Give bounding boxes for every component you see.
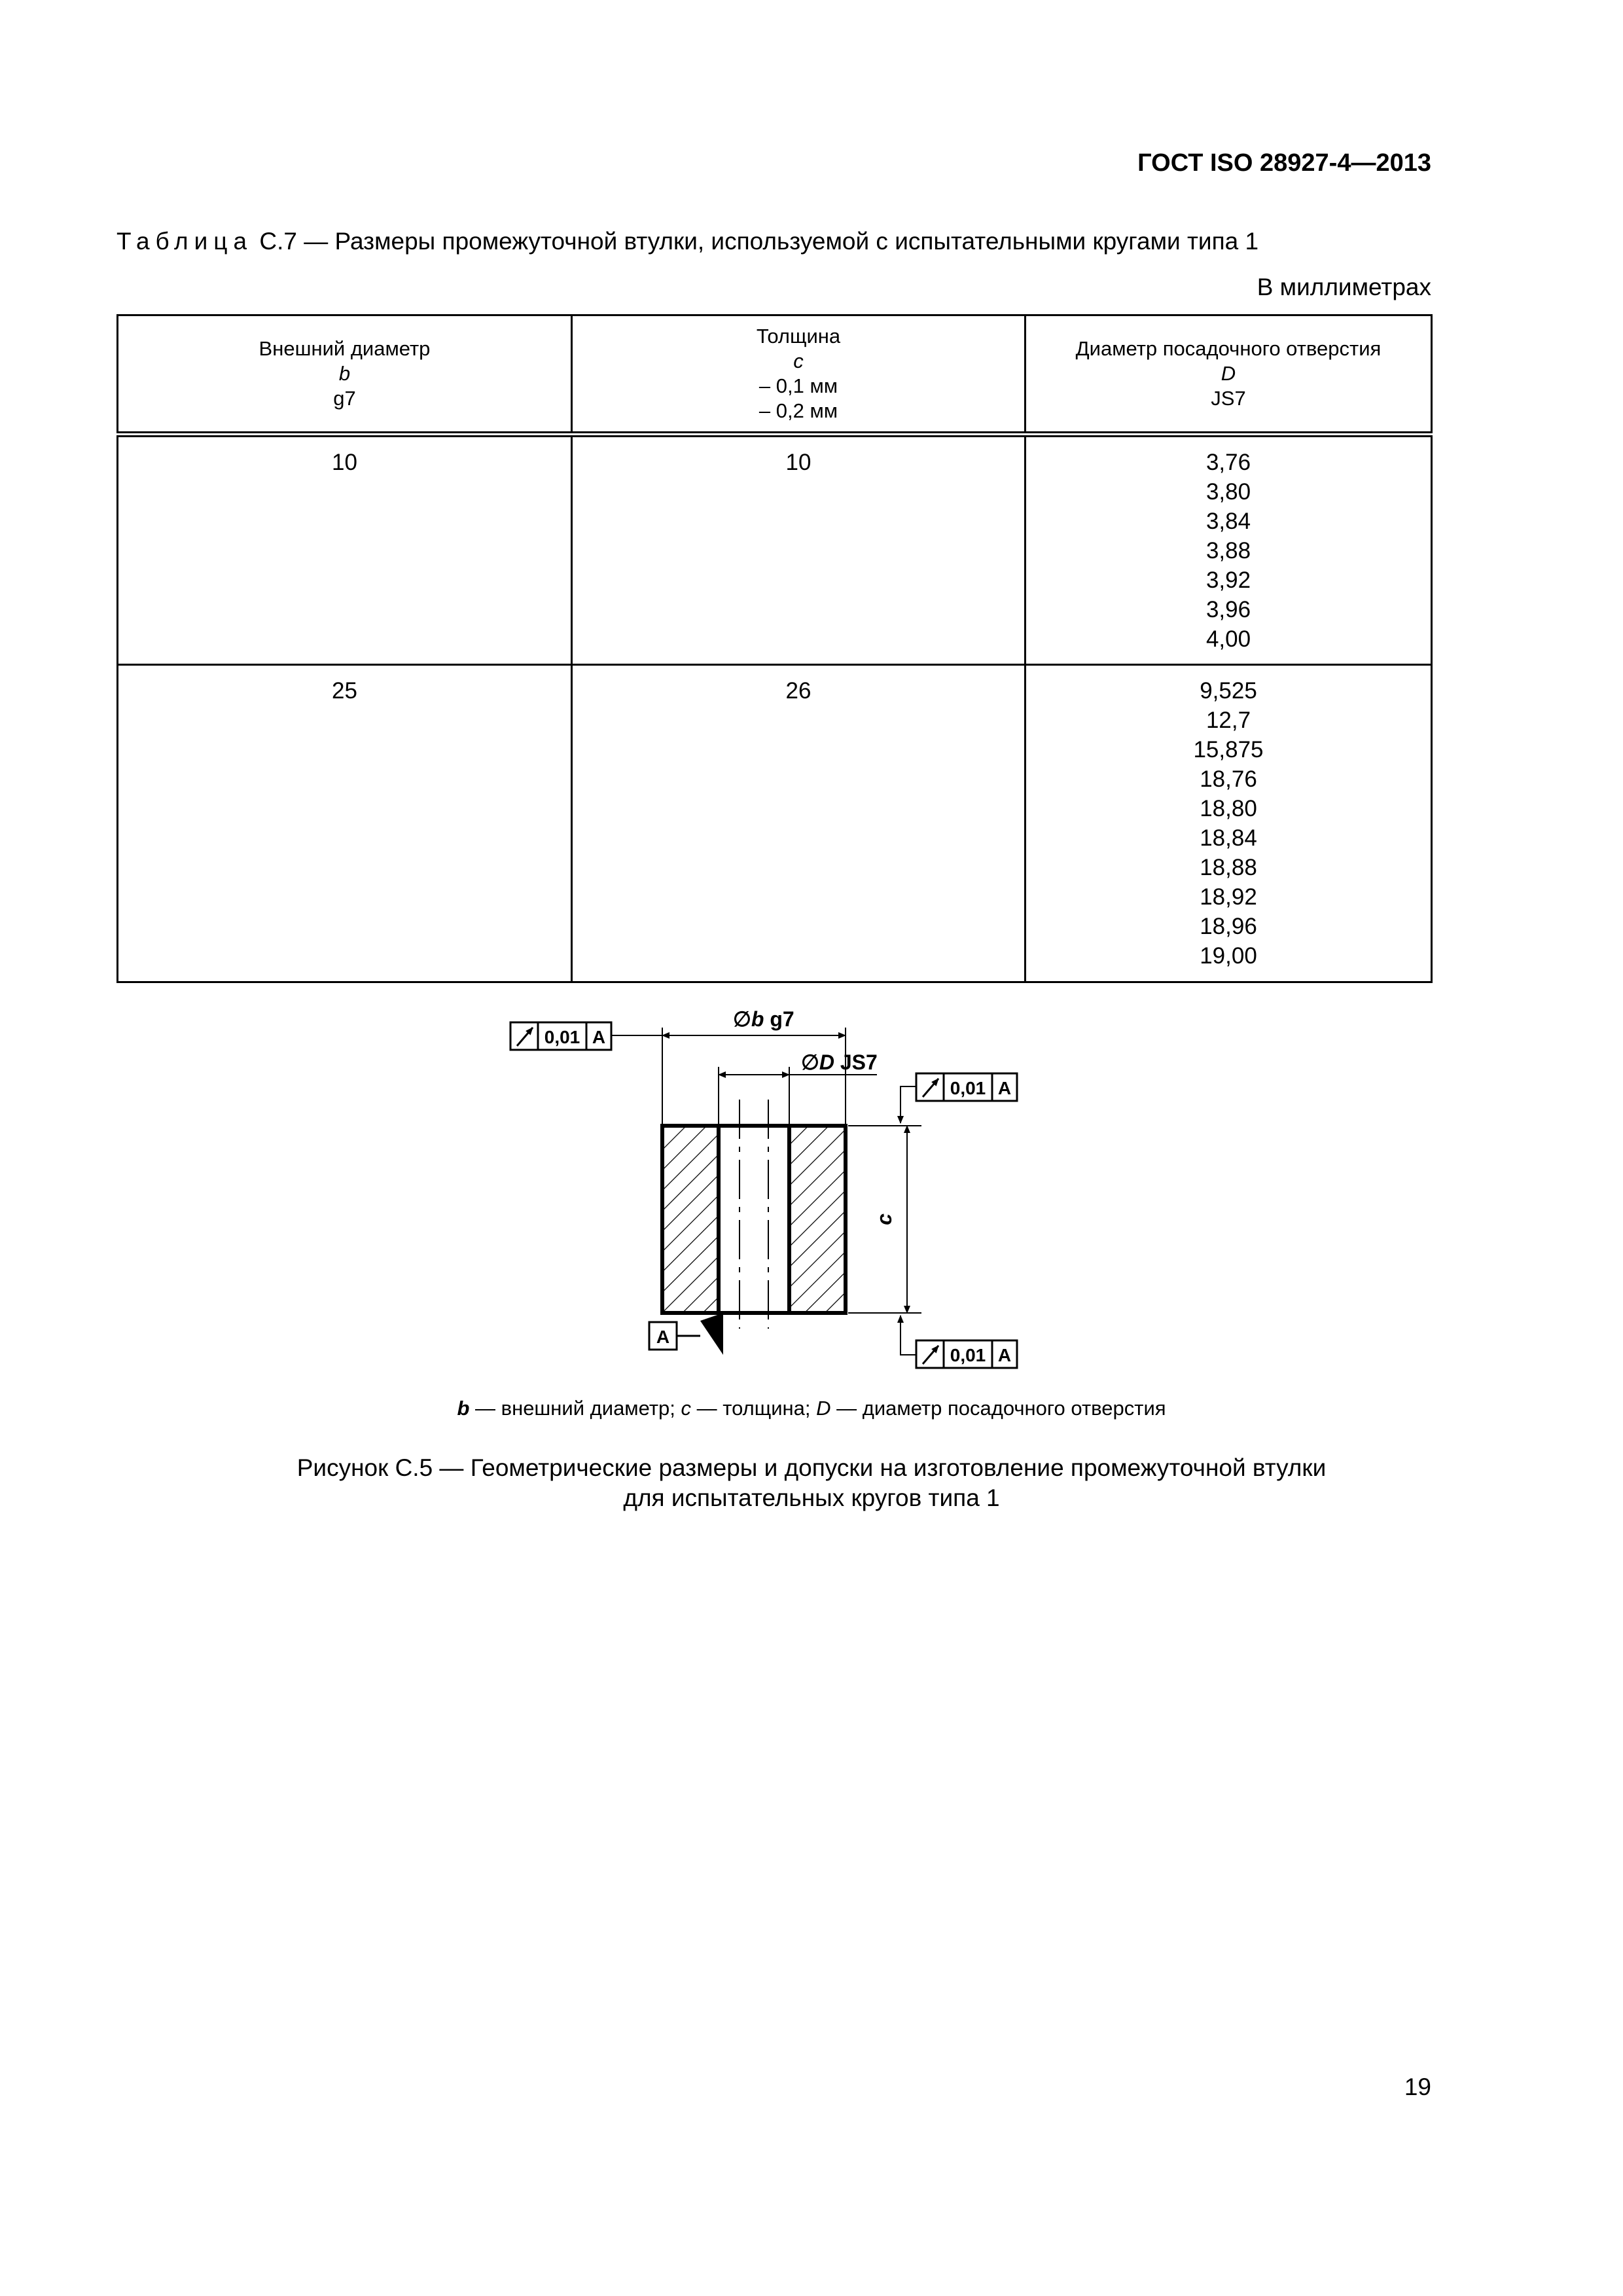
bore-value: 3,80 <box>1205 479 1251 505</box>
figure-caption <box>0 1453 1623 1513</box>
units-note: В миллиметрах <box>1257 274 1431 300</box>
legend-d: D <box>816 1397 831 1420</box>
cell-bore-diameters <box>1026 665 1432 982</box>
bore-value: 3,76 <box>1205 450 1251 475</box>
bore-value: 18,80 <box>1200 796 1257 821</box>
column-header-outer-diameter <box>118 315 572 435</box>
figure-caption-line: для испытательных кругов типа 1 <box>623 1484 1000 1511</box>
legend-text: — толщина; <box>691 1397 817 1420</box>
tolerance-value: 0,01 <box>544 1027 580 1047</box>
column-symbol: b <box>338 362 351 385</box>
datum-reference: A <box>592 1027 606 1047</box>
bore-value: 18,92 <box>1200 884 1257 910</box>
table-header-row <box>118 315 1432 435</box>
dimension-variable: b <box>751 1007 764 1031</box>
diameter-symbol: ∅ <box>733 1007 751 1031</box>
bore-value: 19,00 <box>1200 943 1257 969</box>
column-name: Диаметр посадочного отверстия <box>1075 337 1382 360</box>
bore-value: 4,00 <box>1205 626 1251 652</box>
page-number: 19 <box>1404 2073 1431 2100</box>
column-symbol: D <box>1221 362 1236 385</box>
bore-value: 9,525 <box>1200 678 1257 704</box>
thickness-dimension <box>848 1126 921 1313</box>
bore-value: 18,96 <box>1200 914 1257 939</box>
tolerance-value: 0,01 <box>950 1078 986 1098</box>
bore-value: 3,88 <box>1205 538 1251 564</box>
cell-bore-diameters <box>1026 435 1432 665</box>
dimension-tolerance: JS7 <box>834 1050 878 1074</box>
table-caption-prefix: Таблица <box>116 228 253 255</box>
table-row <box>118 435 1432 665</box>
legend-text: — диаметр посадочного отверстия <box>830 1397 1166 1420</box>
datum-triangle-icon <box>700 1313 723 1355</box>
datum-feature-a <box>649 1313 723 1355</box>
legend-b: b <box>457 1397 470 1420</box>
dimension-variable: D <box>819 1050 834 1074</box>
cell-thickness: 10 <box>572 435 1026 665</box>
svg-text:∅b g7 <box>733 1007 794 1031</box>
runout-tolerance-frame-top <box>901 1001 1017 1126</box>
bore-value: 18,84 <box>1200 825 1257 851</box>
bore-value: 3,96 <box>1205 597 1251 622</box>
document-number: ГОСТ ISO 28927-4—2013 <box>1137 149 1431 177</box>
tolerance-value: 0,01 <box>950 1345 986 1365</box>
column-symbol: c <box>793 350 804 372</box>
column-tolerance: – 0,2 мм <box>758 399 838 422</box>
datum-reference: A <box>997 1345 1012 1365</box>
datum-reference: A <box>997 1078 1012 1098</box>
column-header-thickness <box>572 315 1026 435</box>
column-tolerance: JS7 <box>1211 387 1246 410</box>
figure-caption-line: Рисунок С.5 — Геометрические размеры и допуски на изготовление промежуточной втулки <box>296 1454 1327 1481</box>
bushing-section <box>662 1126 846 1313</box>
datum-label: A <box>656 1327 670 1347</box>
column-name: Внешний диаметр <box>259 337 431 360</box>
column-header-bore-diameter <box>1026 315 1432 435</box>
bore-value: 3,84 <box>1205 509 1251 534</box>
bore-value: 18,88 <box>1200 855 1257 880</box>
runout-tolerance-frame-bottom <box>901 1316 1017 1368</box>
legend-c: c <box>681 1397 691 1420</box>
svg-text:∅D JS7 <box>801 1050 878 1074</box>
cell-outer-diameter: 25 <box>118 665 572 982</box>
table-caption-text: С.7 — Размеры промежуточной втулки, используемой с испытательными кругами типа 1 <box>253 228 1259 255</box>
cell-thickness: 26 <box>572 665 1026 982</box>
table-caption <box>116 228 1258 255</box>
bushing-drawing <box>484 1001 1139 1381</box>
bore-value: 12,7 <box>1205 708 1251 733</box>
cell-outer-diameter: 10 <box>118 435 572 665</box>
table-row <box>118 665 1432 982</box>
bore-diameter-dimension <box>719 1050 878 1124</box>
column-tolerance: – 0,1 мм <box>758 374 838 397</box>
dimensions-table <box>116 314 1433 983</box>
bore-value: 18,76 <box>1200 766 1257 792</box>
legend-text: — внешний диаметр; <box>469 1397 681 1420</box>
thickness-label: c <box>872 1213 896 1225</box>
bore-value: 3,92 <box>1205 567 1251 593</box>
column-name: Толщина <box>756 325 841 348</box>
dimension-tolerance: g7 <box>764 1007 794 1031</box>
runout-tolerance-frame-outer <box>510 1022 611 1050</box>
column-tolerance: g7 <box>333 387 356 410</box>
diameter-symbol: ∅ <box>801 1050 819 1074</box>
bore-value: 15,875 <box>1193 737 1264 762</box>
figure-legend <box>0 1397 1623 1420</box>
